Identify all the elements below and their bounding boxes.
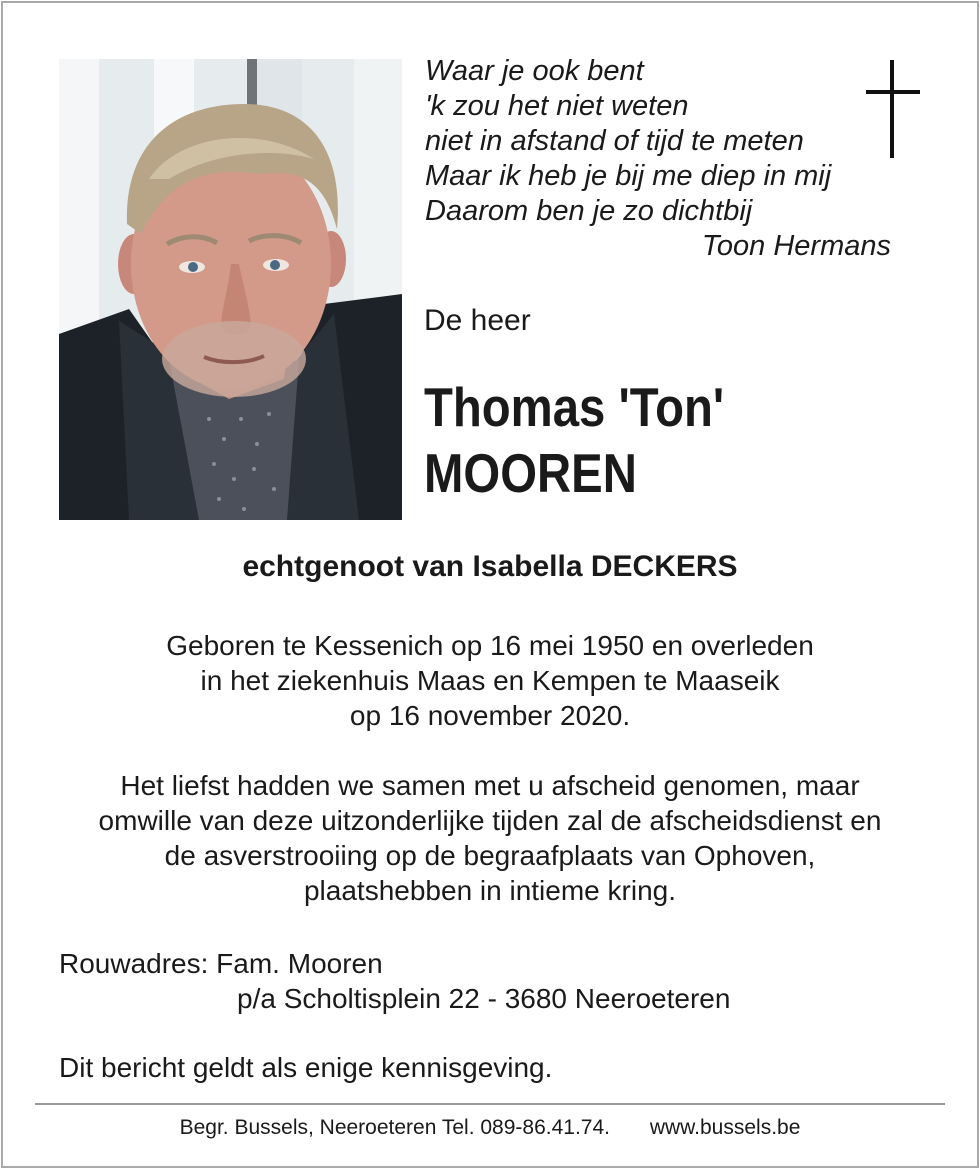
poem-line: Maar ik heb je bij me diep in mij bbox=[425, 160, 832, 192]
spouse-line: echtgenoot van Isabella DECKERS bbox=[242, 550, 738, 583]
deceased-name bbox=[424, 374, 724, 506]
undertaker-info: Begr. Bussels, Neeroeteren Tel. 089-86.41.74. bbox=[179, 1116, 610, 1139]
memorial-poem bbox=[425, 54, 895, 264]
mourning-address bbox=[59, 946, 730, 1016]
salutation: De heer bbox=[424, 304, 531, 337]
poem-line: Waar je ook bent bbox=[425, 55, 644, 87]
poem-line: 'k zou het niet weten bbox=[425, 90, 689, 122]
poem-line: Daarom ben je zo dichtbij bbox=[425, 195, 753, 227]
text-line: omwille van deze uitzonderlijke tijden zal de afscheidsdienst en bbox=[98, 805, 882, 836]
first-name: Thomas 'Ton' bbox=[424, 376, 725, 438]
notice-text: Dit bericht geldt als enige kennisgeving. bbox=[59, 1052, 553, 1083]
text-line: Het liefst hadden we samen met u afscheid genomen, maar bbox=[120, 770, 860, 801]
text-line: plaatshebben in intieme kring. bbox=[303, 875, 676, 906]
last-name: MOOREN bbox=[424, 442, 637, 504]
text-line: in het ziekenhuis Maas en Kempen te Maaseik bbox=[200, 665, 780, 696]
portrait-photo bbox=[59, 59, 402, 520]
poem-line: niet in afstand of tijd te meten bbox=[425, 125, 804, 157]
footer-divider bbox=[35, 1103, 945, 1105]
text-line: Geboren te Kessenich op 16 mei 1950 en overleden bbox=[166, 630, 814, 661]
text-line: de asverstrooiing op de begraafplaats van Ophoven, bbox=[164, 840, 816, 871]
farewell-message bbox=[0, 768, 980, 908]
address-line-2: p/a Scholtisplein 22 - 3680 Neeroeteren bbox=[237, 983, 731, 1014]
birth-death-info bbox=[0, 628, 980, 733]
cross-icon bbox=[864, 60, 922, 160]
website-link[interactable]: www.bussels.be bbox=[649, 1116, 801, 1139]
address-line-1: Rouwadres: Fam. Mooren bbox=[59, 948, 383, 979]
footer bbox=[0, 1116, 980, 1140]
poem-author: Toon Hermans bbox=[701, 230, 891, 262]
text-line: op 16 november 2020. bbox=[349, 700, 631, 731]
